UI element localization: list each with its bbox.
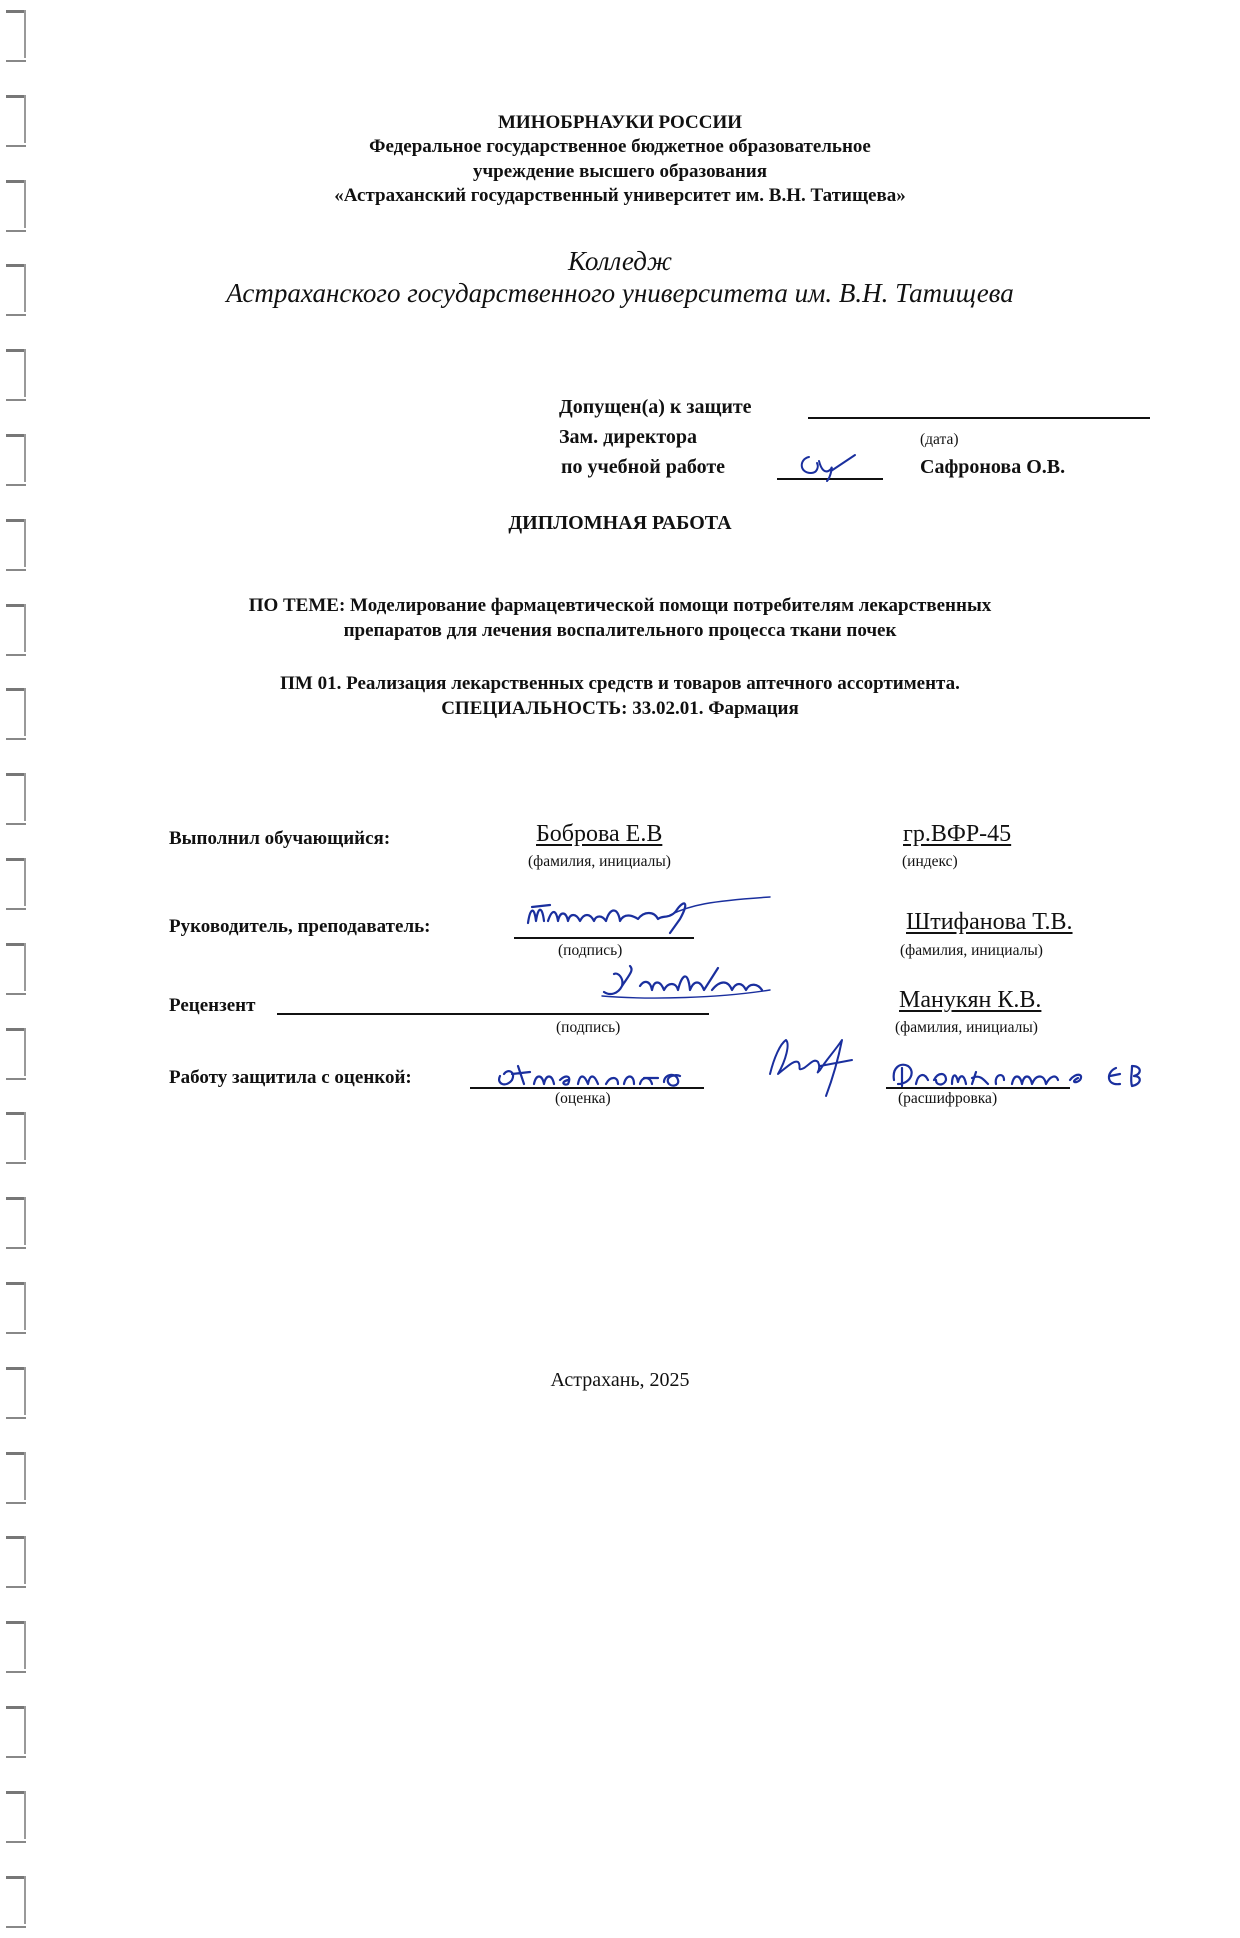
binding-mark: [6, 943, 28, 1005]
binding-mark: [6, 1028, 28, 1090]
supervisor-sign-caption: (подпись): [558, 942, 623, 959]
student-group-caption: (индекс): [902, 853, 958, 870]
deputy-name: Сафронова О.В.: [920, 456, 1066, 478]
admitted-date-line: [808, 417, 1150, 419]
city-year: Астрахань, 2025: [550, 1369, 690, 1391]
binding-mark: [6, 1536, 28, 1598]
binding-mark: [6, 434, 28, 496]
reviewer-signature: [600, 962, 790, 1012]
defense-signature-1: [760, 1030, 860, 1100]
binding-mark: [6, 349, 28, 411]
student-name: Боброва Е.В: [536, 821, 663, 847]
specialty: СПЕЦИАЛЬНОСТЬ: 33.02.01. Фармация: [441, 698, 799, 719]
binding-mark: [6, 1112, 28, 1174]
admitted-label: Допущен(а) к защите: [559, 396, 752, 418]
deputy-signature: [795, 447, 865, 481]
binding-mark: [6, 1621, 28, 1683]
binding-mark: [6, 1282, 28, 1344]
academic-label: по учебной работе: [561, 456, 726, 478]
college-title: Колледж: [567, 246, 673, 276]
binding-mark: [6, 1876, 28, 1938]
binding-mark: [6, 1452, 28, 1514]
decoding-caption: (расшифровка): [898, 1090, 998, 1107]
defense-label: Работу защитила с оценкой:: [169, 1067, 412, 1088]
reviewer-name-caption: (фамилия, инициалы): [895, 1019, 1038, 1036]
binding-mark: [6, 10, 28, 72]
decoding-line: [886, 1087, 1070, 1089]
supervisor-signature: [520, 885, 770, 945]
ministry-title: МИНОБРНАУКИ РОССИИ: [497, 112, 743, 133]
institution-level: учреждение высшего образования: [472, 161, 768, 182]
supervisor-name: Штифанова Т.В.: [906, 909, 1073, 935]
deputy-label: Зам. директора: [559, 426, 698, 448]
date-caption: (дата): [920, 431, 959, 448]
reviewer-label: Рецензент: [169, 995, 256, 1016]
student-label: Выполнил обучающийся:: [169, 828, 391, 849]
binding-mark: [6, 1706, 28, 1768]
student-group: гр.ВФР-45: [903, 821, 1012, 847]
institution-type: Федеральное государственное бюджетное образовательное: [369, 136, 871, 157]
reviewer-sign-line: [277, 1013, 709, 1015]
reviewer-name: Манукян К.В.: [899, 987, 1042, 1013]
binding-mark: [6, 773, 28, 835]
module-title: ПМ 01. Реализация лекарственных средств и товаров аптечного ассортимента.: [280, 673, 960, 694]
university-name: «Астраханский государственный университет им. В.Н. Татищева»: [334, 185, 906, 206]
grade-handwritten: [494, 1054, 704, 1094]
supervisor-label: Руководитель, преподаватель:: [169, 916, 431, 937]
binding-mark: [6, 858, 28, 920]
binding-mark: [6, 1791, 28, 1853]
topic-line-2: препаратов для лечения воспалительного процесса ткани почек: [343, 620, 897, 641]
supervisor-name-caption: (фамилия, инициалы): [900, 942, 1043, 959]
binding-mark: [6, 1197, 28, 1259]
work-title: ДИПЛОМНАЯ РАБОТА: [508, 512, 732, 534]
college-university: Астраханского государственного университета им. В.Н. Татищева: [226, 278, 1014, 308]
topic-line-1: ПО ТЕМЕ: Моделирование фармацевтической помощи потребителям лекарственных: [248, 595, 992, 616]
reviewer-sign-caption: (подпись): [556, 1019, 621, 1036]
grade-caption: (оценка): [555, 1090, 611, 1107]
student-name-caption: (фамилия, инициалы): [528, 853, 671, 870]
